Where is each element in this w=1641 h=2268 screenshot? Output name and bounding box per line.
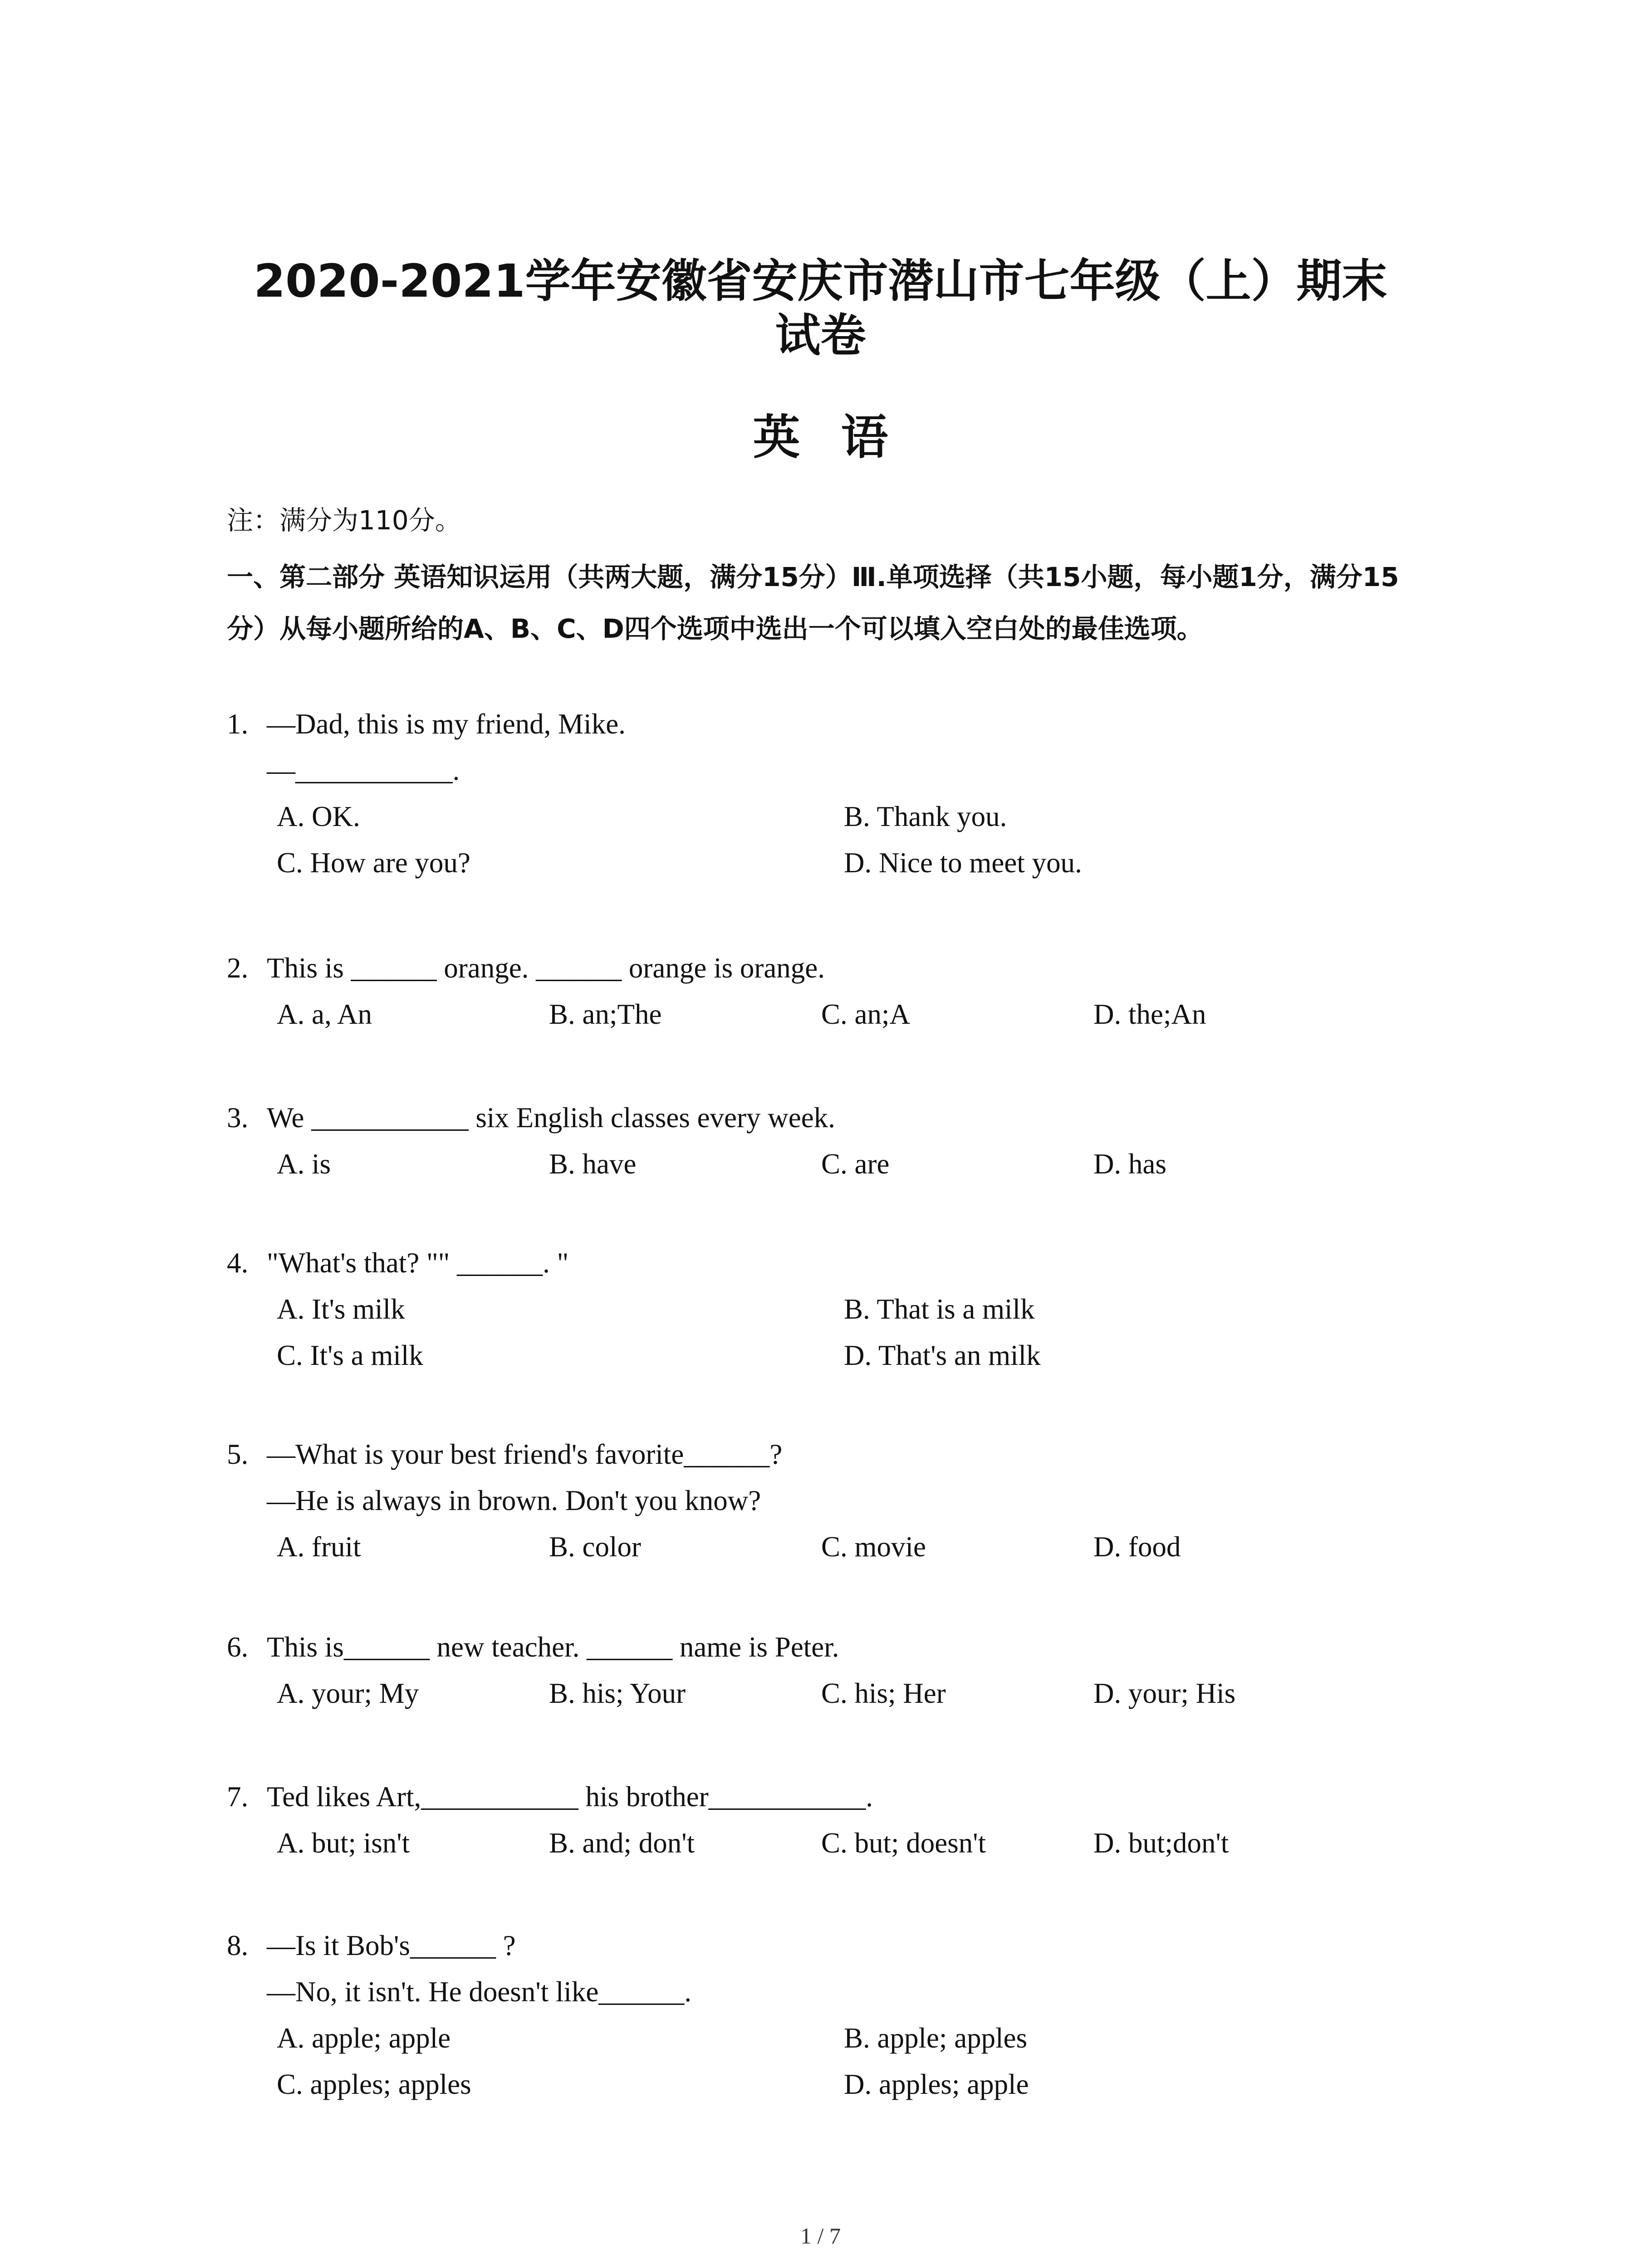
option-c: C. an;A: [821, 998, 910, 1030]
option-a: A. your; My: [277, 1677, 419, 1709]
option-c: C. but; doesn't: [821, 1827, 986, 1859]
question-number: 5.: [227, 1438, 249, 1470]
question-6: [227, 1624, 1366, 1716]
exam-title: [0, 254, 1641, 363]
option-d: D. Nice to meet you.: [844, 847, 1082, 879]
question-stem-line: —___________.: [267, 754, 460, 786]
question-number: 6.: [227, 1631, 249, 1663]
question-3: [227, 1095, 1366, 1187]
option-b: B. apple; apples: [844, 2022, 1028, 2054]
exam-title-line-2: 试卷: [775, 309, 866, 362]
option-d: D. your; His: [1093, 1677, 1236, 1709]
option-a: A. It's milk: [277, 1293, 405, 1325]
option-c: C. his; Her: [821, 1677, 946, 1709]
option-a: A. a, An: [277, 998, 372, 1030]
question-stem-line: —No, it isn't. He doesn't like______.: [267, 1976, 692, 2008]
option-d: D. food: [1093, 1531, 1181, 1563]
question-7: [227, 1774, 1366, 1866]
options: [227, 1141, 1366, 1187]
option-b: B. an;The: [549, 998, 662, 1030]
question-number: 1.: [227, 708, 249, 740]
score-note: 注：满分为110分。: [227, 505, 461, 536]
subject-heading: 英语: [753, 410, 929, 465]
option-c: C. are: [821, 1148, 890, 1180]
question-number: 4.: [227, 1247, 249, 1279]
question-5: [227, 1431, 1366, 1570]
question-stem: —Dad, this is my friend, Mike.: [267, 708, 626, 740]
options: [227, 1670, 1366, 1716]
option-a: A. is: [277, 1148, 331, 1180]
option-b: B. and; don't: [549, 1827, 695, 1859]
option-b: B. color: [549, 1531, 641, 1563]
exam-title-line-1: 2020-2021学年安徽省安庆市潜山市七年级（上）期末: [254, 254, 1387, 308]
question-stem: This is ______ orange. ______ orange is orange.: [267, 952, 825, 984]
question-stem-line: —He is always in brown. Don't you know?: [267, 1485, 761, 1516]
question-1: [227, 701, 1298, 886]
option-b: B. Thank you.: [844, 801, 1007, 832]
option-d: D. but;don't: [1093, 1827, 1229, 1859]
options: [227, 1820, 1366, 1866]
option-a: A. fruit: [277, 1531, 361, 1563]
option-a: A. but; isn't: [277, 1827, 410, 1859]
option-b: B. his; Your: [549, 1677, 686, 1709]
option-d: D. That's an milk: [844, 1339, 1041, 1371]
question-number: 3.: [227, 1102, 249, 1134]
question-number: 2.: [227, 952, 249, 984]
options: [227, 1286, 1298, 1378]
options: [227, 793, 1298, 886]
option-d: D. the;An: [1093, 998, 1206, 1030]
option-c: C. It's a milk: [277, 1339, 423, 1371]
option-b: B. have: [549, 1148, 637, 1180]
options: [227, 2015, 1298, 2107]
question-stem: Ted likes Art,___________ his brother___________.: [267, 1781, 873, 1813]
option-c: C. movie: [821, 1531, 926, 1563]
question-stem: We ___________ six English classes every week.: [267, 1102, 835, 1134]
option-b: B. That is a milk: [844, 1293, 1035, 1325]
options: [227, 991, 1366, 1037]
option-c: C. How are you?: [277, 847, 470, 879]
options: [227, 1524, 1366, 1570]
question-number: 7.: [227, 1781, 249, 1813]
option-d: D. apples; apple: [844, 2068, 1029, 2100]
option-a: A. apple; apple: [277, 2022, 451, 2054]
question-stem: —Is it Bob's______ ?: [267, 1930, 516, 1961]
question-stem: "What's that? "" ______. ": [267, 1247, 569, 1279]
question-8: [227, 1922, 1298, 2107]
question-number: 8.: [227, 1930, 249, 1961]
option-a: A. OK.: [277, 801, 360, 832]
section-instructions: 一、第二部分 英语知识运用（共两大题，满分15分）Ⅲ.单项选择（共15小题，每小题1分，满分15分）从每小题所给的A、B、C、D四个选项中选出一个可以填入空白处的最佳选项。: [227, 562, 1399, 644]
question-2: [227, 945, 1366, 1037]
option-d: D. has: [1093, 1148, 1166, 1180]
question-stem: This is______ new teacher. ______ name is Peter.: [267, 1631, 839, 1663]
question-4: [227, 1240, 1298, 1378]
option-c: C. apples; apples: [277, 2068, 471, 2100]
question-stem: —What is your best friend's favorite______?: [267, 1438, 783, 1470]
page-number: 1 / 7: [800, 2223, 841, 2248]
